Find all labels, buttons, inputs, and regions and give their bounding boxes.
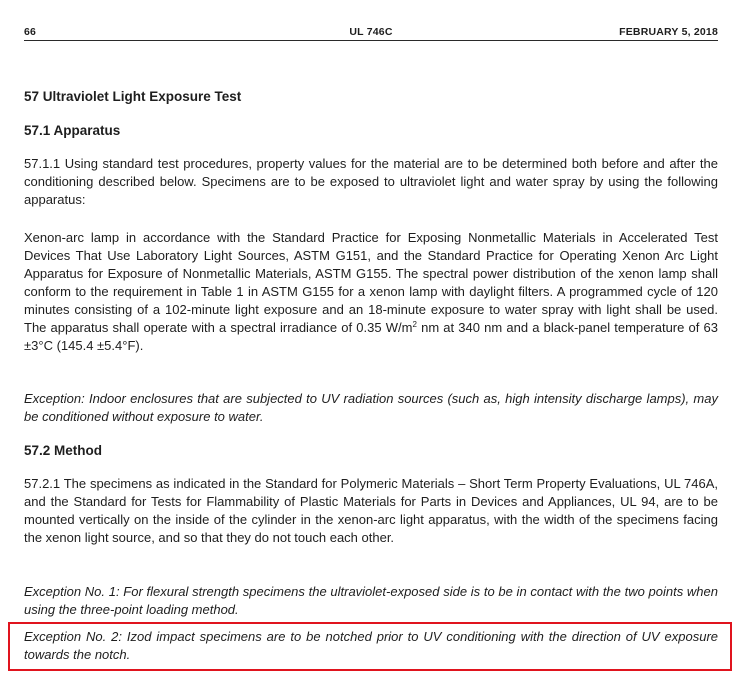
xenon-text-part2: nm at 340 nm and a black-panel temperature of 63 ±3°C (145.4 ±5.4°F).: [24, 320, 718, 353]
standard-designation: UL 746C: [349, 26, 393, 38]
section-title: 57 Ultraviolet Light Exposure Test: [24, 89, 242, 104]
superscript-exponent: 2: [412, 320, 417, 329]
highlight-box: [8, 622, 732, 671]
page-number: 66: [24, 26, 37, 38]
publication-date: FEBRUARY 5, 2018: [619, 26, 718, 38]
apparatus-heading: 57.1 Apparatus: [24, 123, 121, 138]
paragraph-xenon-arc-lamp: [24, 229, 718, 355]
method-heading: 57.2 Method: [24, 443, 103, 458]
xenon-text-part1: Xenon-arc lamp in accordance with the Standard Practice for Exposing Nonmetallic Materials in Accelerated Test Devices That Use Laboratory Light Sources, ASTM G151, and the Standard Practice for Operating Xenon Arc Light Apparatus for Exposure of Nonmetallic Materials, ASTM G155. The spectral power distribution of the xenon lamp shall conform to the requirement in Table 1 in ASTM G155 for a xenon lamp with daylight filters. A programmed cycle of 120 minutes consisting of a 102-minute light exposure and an 18-minute exposure to water spray with light shall be used. The apparatus shall operate with a spectral irradiance of 0.35 W/m: [24, 230, 718, 335]
paragraph-57-2-1: 57.2.1 The specimens as indicated in the Standard for Polymeric Materials – Short Term Property Evaluations, UL 746A, and the Standard for Tests for Flammability of Plastic Materials for Parts in Devices and Appliances, UL 94, are to be mounted vertically on the inside of the cylinder in the xenon-arc light apparatus, with the width of the specimens facing the xenon light source, and so that they do not touch each other.: [24, 476, 718, 545]
paragraph-57-1-1: 57.1.1 Using standard test procedures, property values for the material are to be determined both before and after the conditioning described below. Specimens are to be exposed to ultraviolet light and water spray by using the following apparatus:: [24, 156, 718, 207]
method-exception-1: Exception No. 1: For flexural strength specimens the ultraviolet-exposed side is to be in contact with the two points when using the three-point loading method.: [24, 584, 718, 617]
running-header: [24, 24, 718, 41]
method-exception-2: Exception No. 2: Izod impact specimens are to be notched prior to UV conditioning with the direction of UV exposure towards the notch.: [24, 629, 718, 662]
apparatus-exception: Exception: Indoor enclosures that are subjected to UV radiation sources (such as, high intensity discharge lamps), may be conditioned without exposure to water.: [24, 391, 718, 424]
